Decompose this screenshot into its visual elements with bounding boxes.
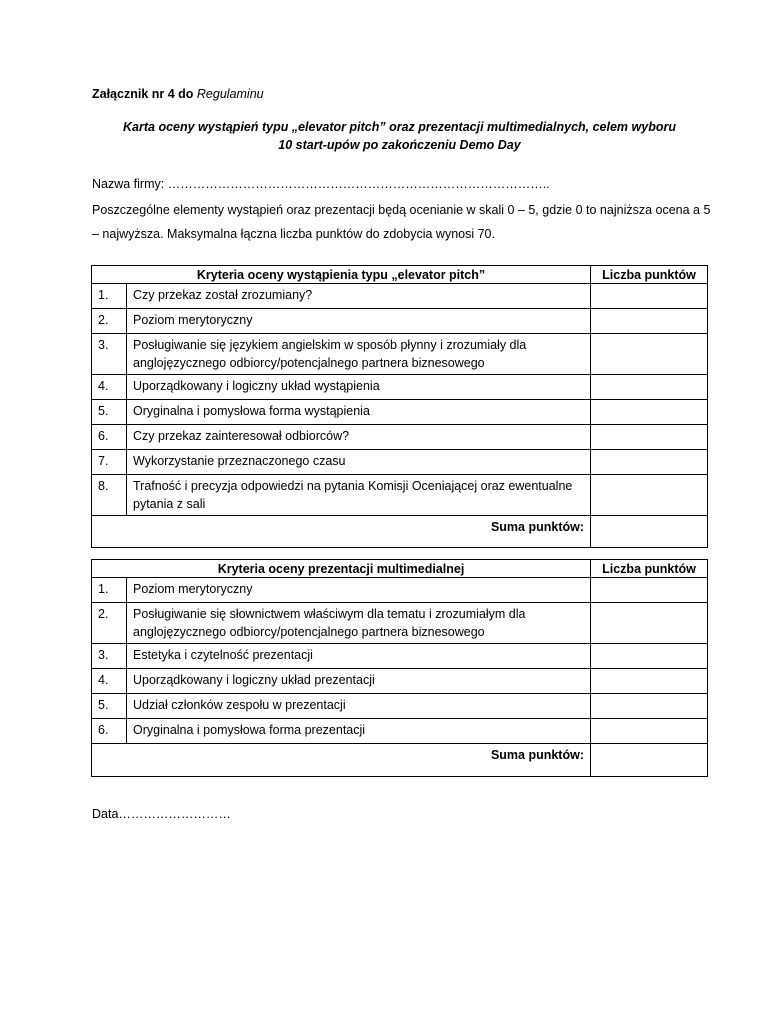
table-row [92,400,708,425]
criterion-text: Udział członków zespołu w prezentacji [127,694,591,719]
row-number: 5. [92,694,127,719]
sum-label: Suma punktów: [92,744,591,777]
criterion-text: Oryginalna i pomysłowa forma wystąpienia [127,400,591,425]
points-cell[interactable] [591,309,708,334]
points-cell[interactable] [591,694,708,719]
points-cell[interactable] [591,450,708,475]
table-row [92,475,708,516]
criterion-text: Estetyka i czytelność prezentacji [127,644,591,669]
criterion-text: Oryginalna i pomysłowa forma prezentacji [127,719,591,744]
points-cell[interactable] [591,425,708,450]
criterion-text: Uporządkowany i logiczny układ prezentacji [127,669,591,694]
table-row [92,578,708,603]
row-number: 7. [92,450,127,475]
sum-row [92,516,708,548]
criterion-text: Czy przekaz został zrozumiany? [127,284,591,309]
document-title-line1: Karta oceny wystąpień typu „elevator pitch” oraz prezentacji multimedialnych, celem wyboru [123,120,676,134]
sum-points-cell[interactable] [591,744,708,777]
attachment-header [92,87,264,101]
attachment-doc-name: Regulaminu [196,87,264,101]
row-number: 3. [92,644,127,669]
row-number: 6. [92,719,127,744]
row-number: 8. [92,475,127,516]
document-title-line2: 10 start-upów po zakończeniu Demo Day [278,138,521,152]
criterion-text: Poziom merytoryczny [127,309,591,334]
points-cell[interactable] [591,284,708,309]
criterion-text: Posługiwanie się językiem angielskim w sposób płynny i zrozumiały dla anglojęzycznego odbiorcy/potencjalnego partnera biznesowego [127,334,591,375]
points-cell[interactable] [591,334,708,375]
table-row [92,603,708,644]
presentation-points-header: Liczba punktów [591,560,708,578]
table-row [92,425,708,450]
table-row [92,375,708,400]
points-cell[interactable] [591,400,708,425]
criterion-text: Czy przekaz zainteresował odbiorców? [127,425,591,450]
criterion-text: Wykorzystanie przeznaczonego czasu [127,450,591,475]
points-cell[interactable] [591,644,708,669]
row-number: 1. [92,284,127,309]
sum-points-cell[interactable] [591,516,708,548]
table-row [92,644,708,669]
elevator-pitch-table [91,265,708,548]
points-cell[interactable] [591,669,708,694]
row-number: 3. [92,334,127,375]
criterion-text: Posługiwanie się słownictwem właściwym dla tematu i zrozumiałym dla anglojęzycznego odbiorcy/potencjalnego partnera biznesowego [127,603,591,644]
sum-row [92,744,708,777]
row-number: 4. [92,375,127,400]
row-number: 1. [92,578,127,603]
points-cell[interactable] [591,375,708,400]
attachment-prefix: Załącznik nr 4 do [92,87,194,101]
points-cell[interactable] [591,578,708,603]
criterion-text: Poziom merytoryczny [127,578,591,603]
points-cell[interactable] [591,719,708,744]
criterion-text: Uporządkowany i logiczny układ wystąpienia [127,375,591,400]
presentation-criteria-header: Kryteria oceny prezentacji multimedialnej [92,560,591,578]
scoring-description: Poszczególne elementy wystąpień oraz prezentacji będą ocenianie w skali 0 – 5, gdzie 0 to najniższa ocena a 5 – najwyższa. Maksymalna łączna liczba punktów do zdobycia wynosi 70. [92,203,711,241]
table-row [92,450,708,475]
points-cell[interactable] [591,603,708,644]
row-number: 2. [92,603,127,644]
table-row [92,284,708,309]
row-number: 6. [92,425,127,450]
presentation-table [91,559,708,777]
row-number: 2. [92,309,127,334]
date-field: Data……………………… [92,807,231,821]
elevator-pitch-criteria-header: Kryteria oceny wystąpienia typu „elevator pitch” [92,266,591,284]
row-number: 4. [92,669,127,694]
row-number: 5. [92,400,127,425]
points-cell[interactable] [591,475,708,516]
elevator-pitch-points-header: Liczba punktów [591,266,708,284]
criterion-text: Trafność i precyzja odpowiedzi na pytania Komisji Oceniającej oraz ewentualne pytania z sali [127,475,591,516]
table-row [92,334,708,375]
table-row [92,669,708,694]
table-row [92,719,708,744]
table-row [92,694,708,719]
table-row [92,309,708,334]
sum-label: Suma punktów: [92,516,591,548]
company-name-field: Nazwa firmy: ……………………………………………………………………………….. [92,177,550,191]
